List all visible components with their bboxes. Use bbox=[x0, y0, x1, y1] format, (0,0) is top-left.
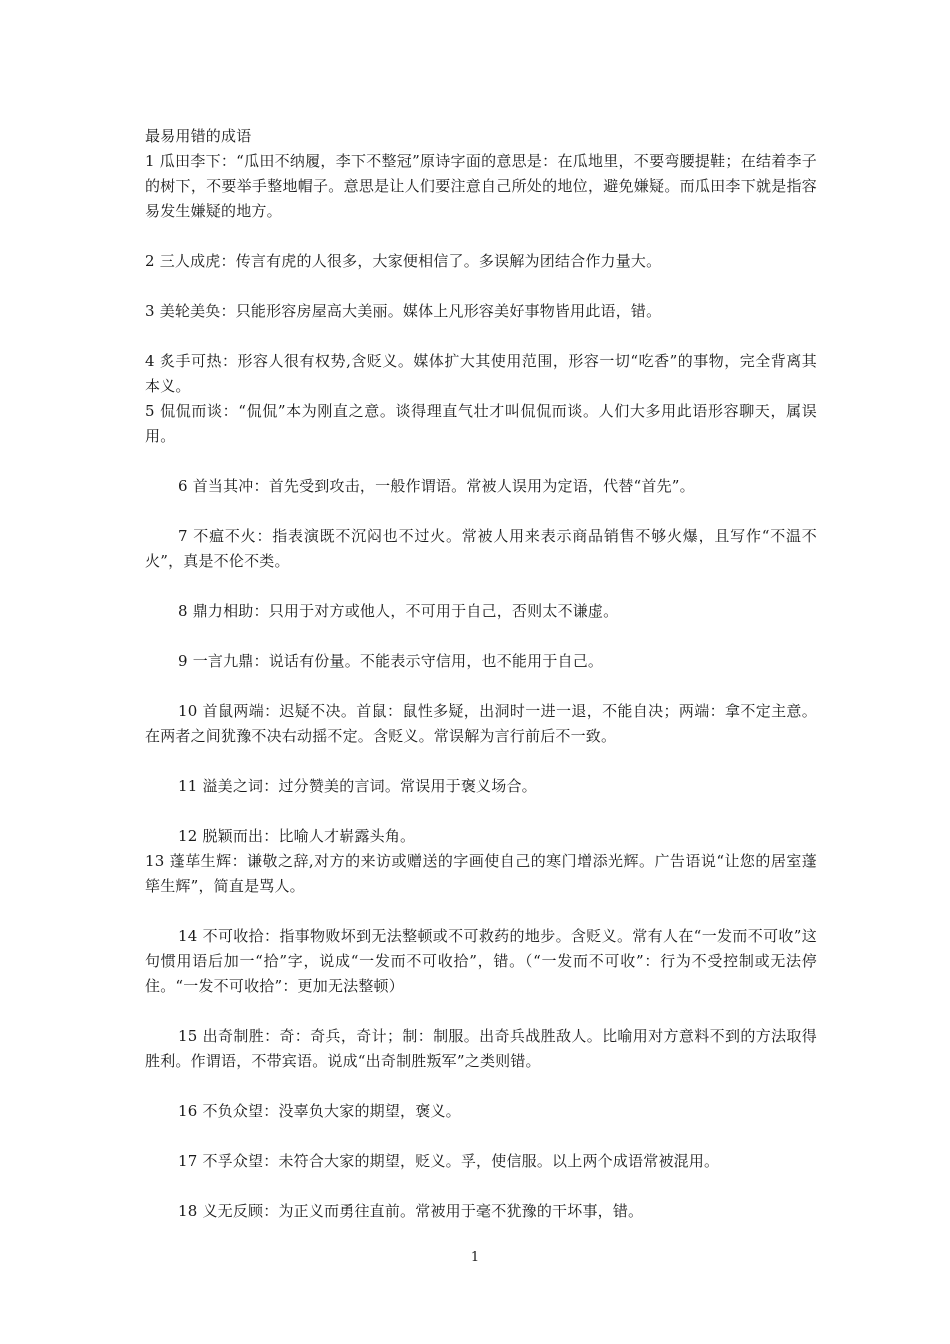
entry-18: 18 义无反顾：为正义而勇往直前。常被用于毫不犹豫的干坏事，错。 bbox=[178, 1202, 644, 1220]
entry-11: 11 溢美之词：过分赞美的言词。常误用于褒义场合。 bbox=[178, 777, 537, 795]
entry-5: 5 侃侃而谈：“侃侃”本为刚直之意。谈得理直气壮才叫侃侃而谈。人们大多用此语形容聊天，属误用。 bbox=[145, 402, 817, 445]
page-number: 1 bbox=[470, 1250, 480, 1265]
entry-3: 3 美轮美奂：只能形容房屋高大美丽。媒体上凡形容美好事物皆用此语，错。 bbox=[145, 302, 662, 320]
entry-10: 10 首鼠两端：迟疑不决。首鼠：鼠性多疑，出洞时一进一退，不能自决；两端：拿不定主意。在两者之间犹豫不决右动摇不定。含贬义。常误解为言行前后不一致。 bbox=[145, 702, 817, 745]
entry-12: 12 脱颖而出：比喻人才崭露头角。 bbox=[178, 827, 416, 845]
entry-16: 16 不负众望：没辜负大家的期望，褒义。 bbox=[178, 1102, 461, 1120]
entry-2: 2 三人成虎：传言有虎的人很多，大家便相信了。多误解为团结合作力量大。 bbox=[145, 252, 662, 270]
entry-13: 13 蓬荜生辉：谦敬之辞,对方的来访或赠送的字画使自己的寒门增添光辉。广告语说“让您的居室蓬筚生辉”，简直是骂人。 bbox=[145, 852, 817, 895]
entry-8: 8 鼎力相助：只用于对方或他人，不可用于自己，否则太不谦虚。 bbox=[178, 602, 619, 620]
document-body bbox=[145, 124, 817, 1224]
entry-17: 17 不孚众望：未符合大家的期望，贬义。孚，使信服。以上两个成语常被混用。 bbox=[178, 1152, 720, 1170]
entry-14: 14 不可收拾：指事物败坏到无法整顿或不可救药的地步。含贬义。常有人在“一发而不可收”这句惯用语后加一“拾”字，说成“一发而不可收拾”，错。（“一发而不可收”：行为不受控制或无法停住。“一发不可收拾”：更加无法整顿） bbox=[145, 927, 817, 995]
entry-1: 1 瓜田李下：“瓜田不纳履，李下不整冠”原诗字面的意思是：在瓜地里，不要弯腰提鞋；在结着李子的树下，不要举手整地帽子。意思是让人们要注意自己所处的地位，避免嫌疑。而瓜田李下就是指容易发生嫌疑的地方。 bbox=[145, 152, 817, 220]
entry-15: 15 出奇制胜：奇：奇兵，奇计；制：制服。出奇兵战胜敌人。比喻用对方意料不到的方法取得胜利。作谓语，不带宾语。说成“出奇制胜叛军”之类则错。 bbox=[145, 1027, 817, 1070]
entry-6: 6 首当其冲：首先受到攻击，一般作谓语。常被人误用为定语，代替“首先”。 bbox=[178, 477, 695, 495]
entry-9: 9 一言九鼎：说话有份量。不能表示守信用，也不能用于自己。 bbox=[178, 652, 604, 670]
document-title: 最易用错的成语 bbox=[145, 127, 252, 145]
entry-4: 4 炙手可热：形容人很有权势,含贬义。媒体扩大其使用范围，形容一切“吃香”的事物，完全背离其本义。 bbox=[145, 352, 817, 395]
entry-7: 7 不瘟不火：指表演既不沉闷也不过火。常被人用来表示商品销售不够火爆，且写作“不温不火”，真是不伦不类。 bbox=[145, 527, 817, 570]
